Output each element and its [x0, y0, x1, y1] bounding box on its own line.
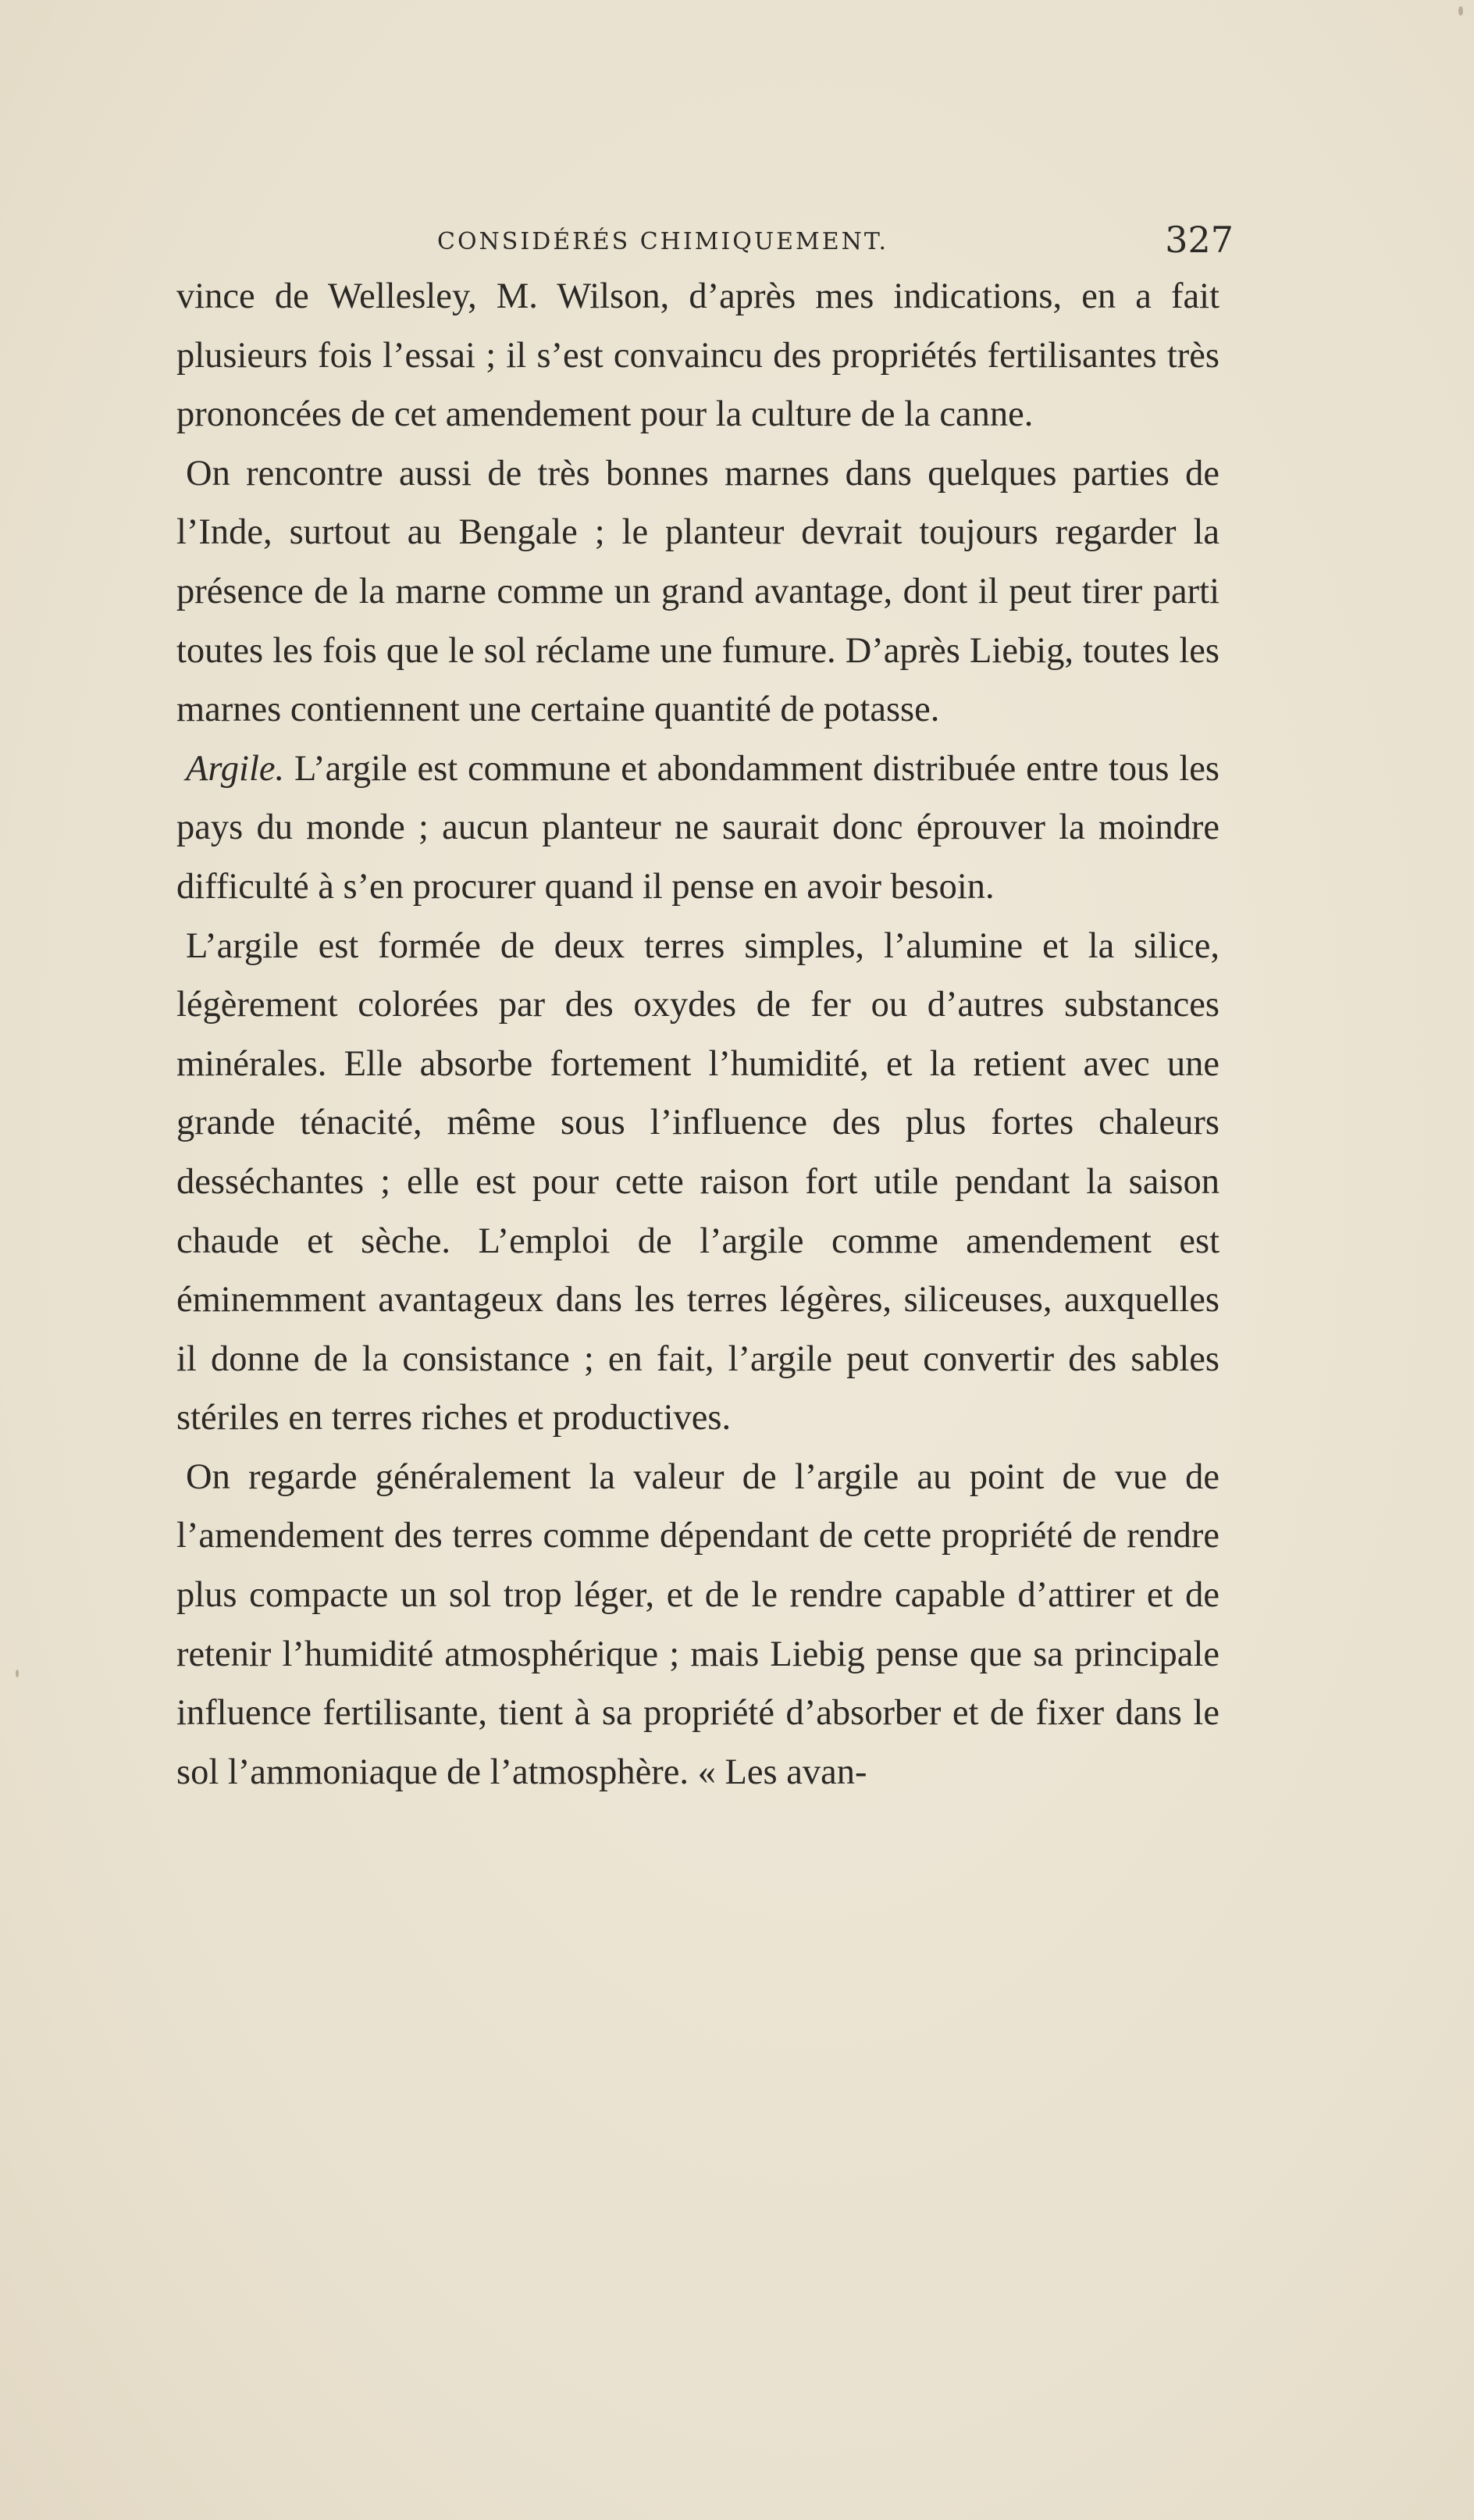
paragraph-composition: L’argile est formée de deux terres simples, l’alumine et la silice, légèrement colorées par des oxydes de fer ou d’autres substances minérales. Elle absorbe fortement l’humidité, et la retient avec une grande ténacité, même sous l’influence des plus fortes chaleurs desséchantes ; elle est pour cette raison fort utile pendant la saison chaude et sèche. L’emploi de l’argile comme amendement est éminemment avantageux dans les terres légères, siliceuses, auxquelles il donne de la consistance ; en fait, l’argile peut convertir des sables stériles en terres riches et productives. — [176, 925, 1219, 1438]
section-term: Argile. — [186, 748, 285, 789]
running-title: CONSIDÉRÉS CHIMIQUEMENT. — [437, 228, 889, 255]
body-text — [176, 267, 1219, 1802]
paragraph-continuation: vince de Wellesley, M. Wilson, d’après mes indications, en a fait plusieurs fois l’essai ; il s’est convaincu des propriétés fertilisantes très prononcées de cet amendement pour la culture de la canne. — [176, 276, 1219, 435]
paper-speck — [1458, 6, 1463, 16]
running-head — [180, 211, 1234, 266]
paragraph-valeur: On regarde généralement la valeur de l’argile au point de vue de l’amendement des terres comme dépendant de cette propriété de rendre plus compacte un sol trop léger, et de le rendre capable d’attirer et de retenir l’humidité atmosphérique ; mais Liebig pense que sa principale influence fertilisante, tient à sa propriété d’absorber et de fixer dans le sol l’ammoniaque de l’atmosphère. « Les avan- — [176, 1456, 1219, 1792]
paragraph-argile-text: L’argile est commune et abondamment distribuée entre tous les pays du monde ; aucun planteur ne saurait donc éprouver la moindre difficulté à s’en procurer quand il pense en avoir besoin. — [176, 748, 1220, 907]
paragraph-marnes: On rencontre aussi de très bonnes marnes dans quelques parties de l’Inde, surtout au Bengale ; le planteur devrait toujours regarder la présence de la marne comme un grand avantage, dont il peut tirer parti toutes les fois que le sol réclame une fumure. D’après Liebig, toutes les marnes contiennent une certaine quantité de potasse. — [176, 453, 1219, 730]
paper-speck — [16, 1670, 19, 1677]
page-number: 327 — [1165, 219, 1234, 261]
paragraph-argile — [176, 740, 1219, 917]
